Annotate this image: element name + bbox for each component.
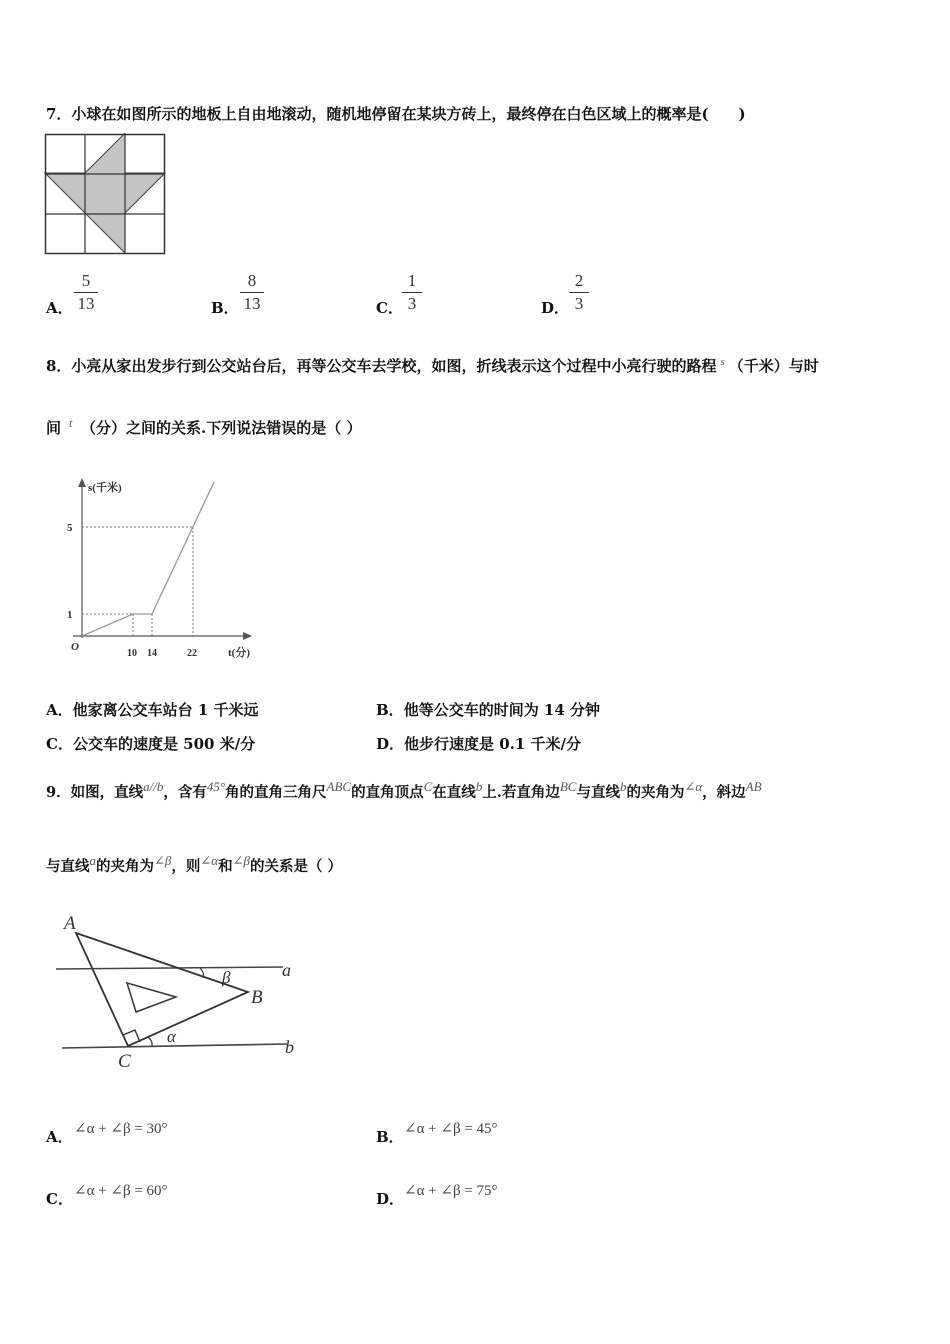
q9-text: 9．如图，直线 (46, 783, 144, 801)
q9-text: ，则 (171, 857, 201, 875)
q9-text: 的关系是（ ） (249, 857, 343, 875)
option-text: 公交车的速度是 500 米/分 (72, 735, 256, 753)
q9-math: b (619, 779, 627, 794)
option-text: 他等公交车的时间为 14 分钟 (403, 701, 601, 719)
fraction-bar (240, 292, 264, 293)
fraction-bar (402, 292, 422, 293)
q8-stem-text: （分）之间的关系.下列说法错误的是（ ） (81, 419, 362, 437)
q9-option-b-expr: ∠α + ∠β = 45° (404, 1121, 498, 1137)
option-text: 他家离公交车站台 1 千米远 (72, 701, 259, 719)
fraction-bar (569, 292, 589, 293)
q9-option-d-label: D． (376, 1190, 405, 1208)
q7-option-a-label: A． (46, 299, 73, 317)
q9-math: C (423, 779, 433, 794)
q9-text: 在直线 (432, 783, 476, 801)
q9-text: ，斜边 (702, 783, 746, 801)
q7-tile-figure (44, 133, 166, 255)
option-label: B． (376, 701, 404, 719)
x-axis-arrow (243, 632, 252, 640)
line-b-label: b (285, 1037, 294, 1057)
alpha-arc (148, 1037, 152, 1046)
q8-stem-text: 8．小亮从家出发步行到公交站台后，再等公交车去学校，如图，折线表示这个过程中小亮行驶的路程 (46, 357, 717, 375)
y-axis-arrow (78, 478, 86, 487)
tile-gray-region (45, 133, 165, 253)
q8-stem-text: 间 (46, 419, 62, 437)
q7-option-c-label: C． (376, 299, 403, 317)
origin-label: O (71, 641, 79, 653)
q9-text: ，含有 (163, 783, 207, 801)
q9-math: 45° (206, 779, 226, 794)
q8-option-b (376, 699, 600, 720)
fraction-bar (74, 292, 98, 293)
q9-math: AB (745, 779, 762, 794)
numerator: 1 (407, 271, 417, 290)
q7-option-a-fraction (74, 271, 98, 314)
q7-stem: 7．小球在如图所示的地板上自由地滚动，随机地停留在某块方砖上，最终停在白色区域上的概率是( ) (46, 105, 746, 123)
q9-option-c-label: C． (46, 1190, 73, 1208)
x-tick-22: 22 (187, 648, 197, 659)
q9-math: ∠α (200, 853, 219, 868)
q9-text: 与直线 (46, 857, 90, 875)
option-label: D． (376, 735, 405, 753)
option-label: A． (46, 701, 73, 719)
q8-option-a (46, 699, 259, 720)
var-s: s (720, 356, 725, 368)
numerator: 8 (247, 271, 257, 290)
q9-option-b-label: B． (376, 1128, 404, 1146)
q7-option-b-label: B． (211, 299, 239, 317)
q9-triangle-figure (50, 905, 310, 1075)
q9-option-a-expr: ∠α + ∠β = 30° (74, 1121, 168, 1137)
distance-time-line (82, 482, 214, 636)
y-tick-5: 5 (67, 522, 73, 534)
y-tick-1: 1 (67, 609, 73, 621)
q9-option-d-expr: ∠α + ∠β = 75° (404, 1183, 498, 1199)
alpha-label: α (167, 1027, 176, 1046)
q8-stem-text: （千米）与时 (728, 357, 819, 375)
triangle-abc (76, 933, 248, 1046)
x-tick-14: 14 (147, 648, 157, 659)
q9-option-a-label: A． (46, 1128, 73, 1146)
denominator: 13 (243, 294, 261, 313)
q9-math: ∠β (232, 853, 250, 868)
denominator: 13 (77, 294, 95, 313)
beta-label: β (222, 968, 231, 987)
q7-option-d-label: D． (541, 299, 570, 317)
q9-math: b (475, 779, 483, 794)
q7-option-c-fraction (402, 271, 422, 314)
var-t: t (69, 416, 73, 430)
q7-option-b-fraction (240, 271, 264, 314)
x-axis-label: t(分) (228, 647, 250, 659)
point-b-label: B (251, 987, 263, 1008)
y-axis-label: s(千米) (88, 482, 122, 494)
q9-text: 和 (218, 857, 233, 875)
q9-stem-line2 (46, 853, 342, 876)
q9-math: a//b (143, 779, 164, 794)
inner-triangle (127, 983, 176, 1012)
x-tick-10: 10 (127, 648, 137, 659)
point-a-label: A (64, 913, 76, 934)
q9-option-c-expr: ∠α + ∠β = 60° (74, 1183, 168, 1199)
q9-math: BC (559, 779, 577, 794)
q9-math: a (89, 853, 96, 868)
option-text: 他步行速度是 0.1 千米/分 (404, 735, 582, 753)
q9-text: 的夹角为 (96, 857, 154, 875)
q9-text: 的夹角为 (626, 783, 685, 801)
point-c-label: C (118, 1051, 131, 1072)
option-label: C． (46, 735, 73, 753)
q8-stem-line1 (46, 355, 819, 376)
q9-math: ∠α (684, 779, 703, 794)
q9-math: ∠β (154, 853, 172, 868)
line-a (56, 967, 283, 969)
q8-stem-line2 (46, 417, 361, 438)
q9-stem-line1 (46, 779, 762, 802)
numerator: 5 (81, 271, 91, 290)
q9-text: 的直角顶点 (351, 783, 424, 801)
line-a-label: a (282, 960, 291, 980)
q8-option-c (46, 733, 255, 754)
denominator: 3 (407, 294, 417, 313)
q9-text: 角的直角三角尺 (225, 783, 327, 801)
q9-text: 上.若直角边 (482, 783, 560, 801)
q9-text: 与直线 (576, 783, 620, 801)
denominator: 3 (574, 294, 584, 313)
q8-graph (55, 470, 275, 670)
numerator: 2 (574, 271, 584, 290)
q9-math: ABC (326, 779, 352, 794)
q8-option-d (376, 733, 581, 754)
q7-option-d-fraction (569, 271, 589, 314)
